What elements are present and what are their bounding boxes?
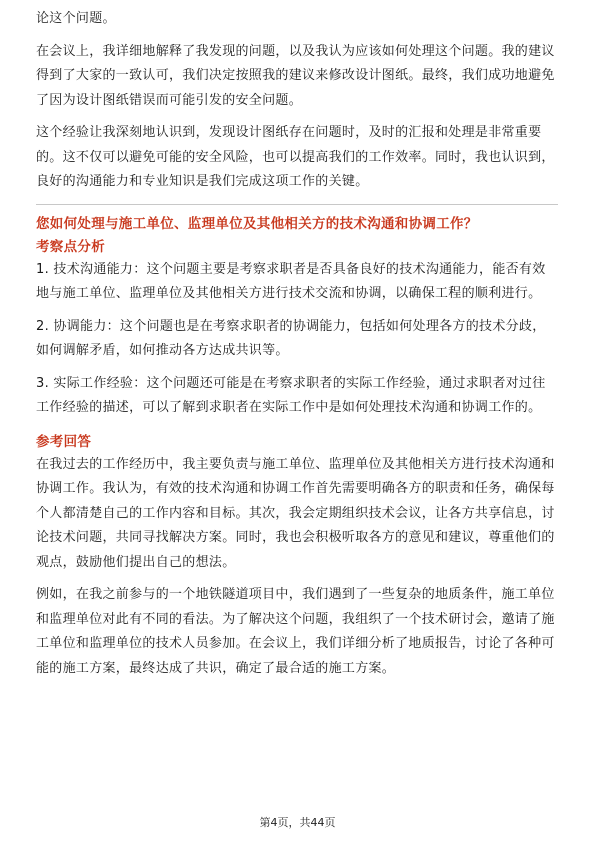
answer-paragraph-2: 例如，在我之前参与的一个地铁隧道项目中，我们遇到了一些复杂的地质条件，施工单位和监理单位对此有不同的看法。为了解决这个问题，我组织了一个技术研讨会，邀请了施工单位和监理单位的技术人员参加。在会议上，我们详细分析了地质报告，讨论了各种可能的施工方案，最终达成了共识，确定了最合适的施工方案。 <box>36 587 555 676</box>
analysis-item-1: 1. 技术沟通能力：这个问题主要是考察求职者是否具备良好的技术沟通能力，能否有效地与施工单位、监理单位及其他相关方进行技术交流和协调，以确保工程的顺利进行。 <box>36 261 546 301</box>
analysis-item-2: 2. 协调能力：这个问题也是在考察求职者的协调能力，包括如何处理各方的技术分歧，如何调解矛盾，如何推动各方达成共识等。 <box>36 318 546 358</box>
analysis-heading: 考察点分析 <box>36 238 105 255</box>
intro-paragraph-2: 在会议上，我详细地解释了我发现的问题，以及我认为应该如何处理这个问题。我的建议得到了大家的一致认可，我们决定按照我的建议来修改设计图纸。最终，我们成功地避免了因为设计图纸错误而可能引发的安全问题。 <box>36 43 555 108</box>
intro-paragraph-3: 这个经验让我深刻地认识到，发现设计图纸存在问题时，及时的汇报和处理是非常重要的。这不仅可以避免可能的安全风险，也可以提高我们的工作效率。同时，我也认识到，良好的沟通能力和专业知识是我们完成这项工作的关键。 <box>36 125 555 189</box>
page-content <box>36 7 558 681</box>
section-divider <box>36 204 558 205</box>
question-heading: 您如何处理与施工单位、监理单位及其他相关方的技术沟通和协调工作？ <box>36 215 478 232</box>
page-number-footer: 第4页，共44页 <box>259 816 336 829</box>
analysis-item-3: 3. 实际工作经验：这个问题还可能是在考察求职者的实际工作经验，通过求职者对过往工作经验的描述，可以了解到求职者在实际工作中是如何处理技术沟通和协调工作的。 <box>36 375 546 415</box>
intro-paragraph-1: 论这个问题。 <box>36 11 116 26</box>
answer-heading: 参考回答 <box>36 433 92 450</box>
answer-paragraph-1: 在我过去的工作经历中，我主要负责与施工单位、监理单位及其他相关方进行技术沟通和协调工作。我认为，有效的技术沟通和协调工作首先需要明确各方的职责和任务，确保每个人都清楚自己的工作内容和目标。其次，我会定期组织技术会议，让各方共享信息，讨论技术问题，共同寻找解决方案。同时，我也会积极听取各方的意见和建议，尊重他们的观点，鼓励他们提出自己的想法。 <box>36 456 555 570</box>
